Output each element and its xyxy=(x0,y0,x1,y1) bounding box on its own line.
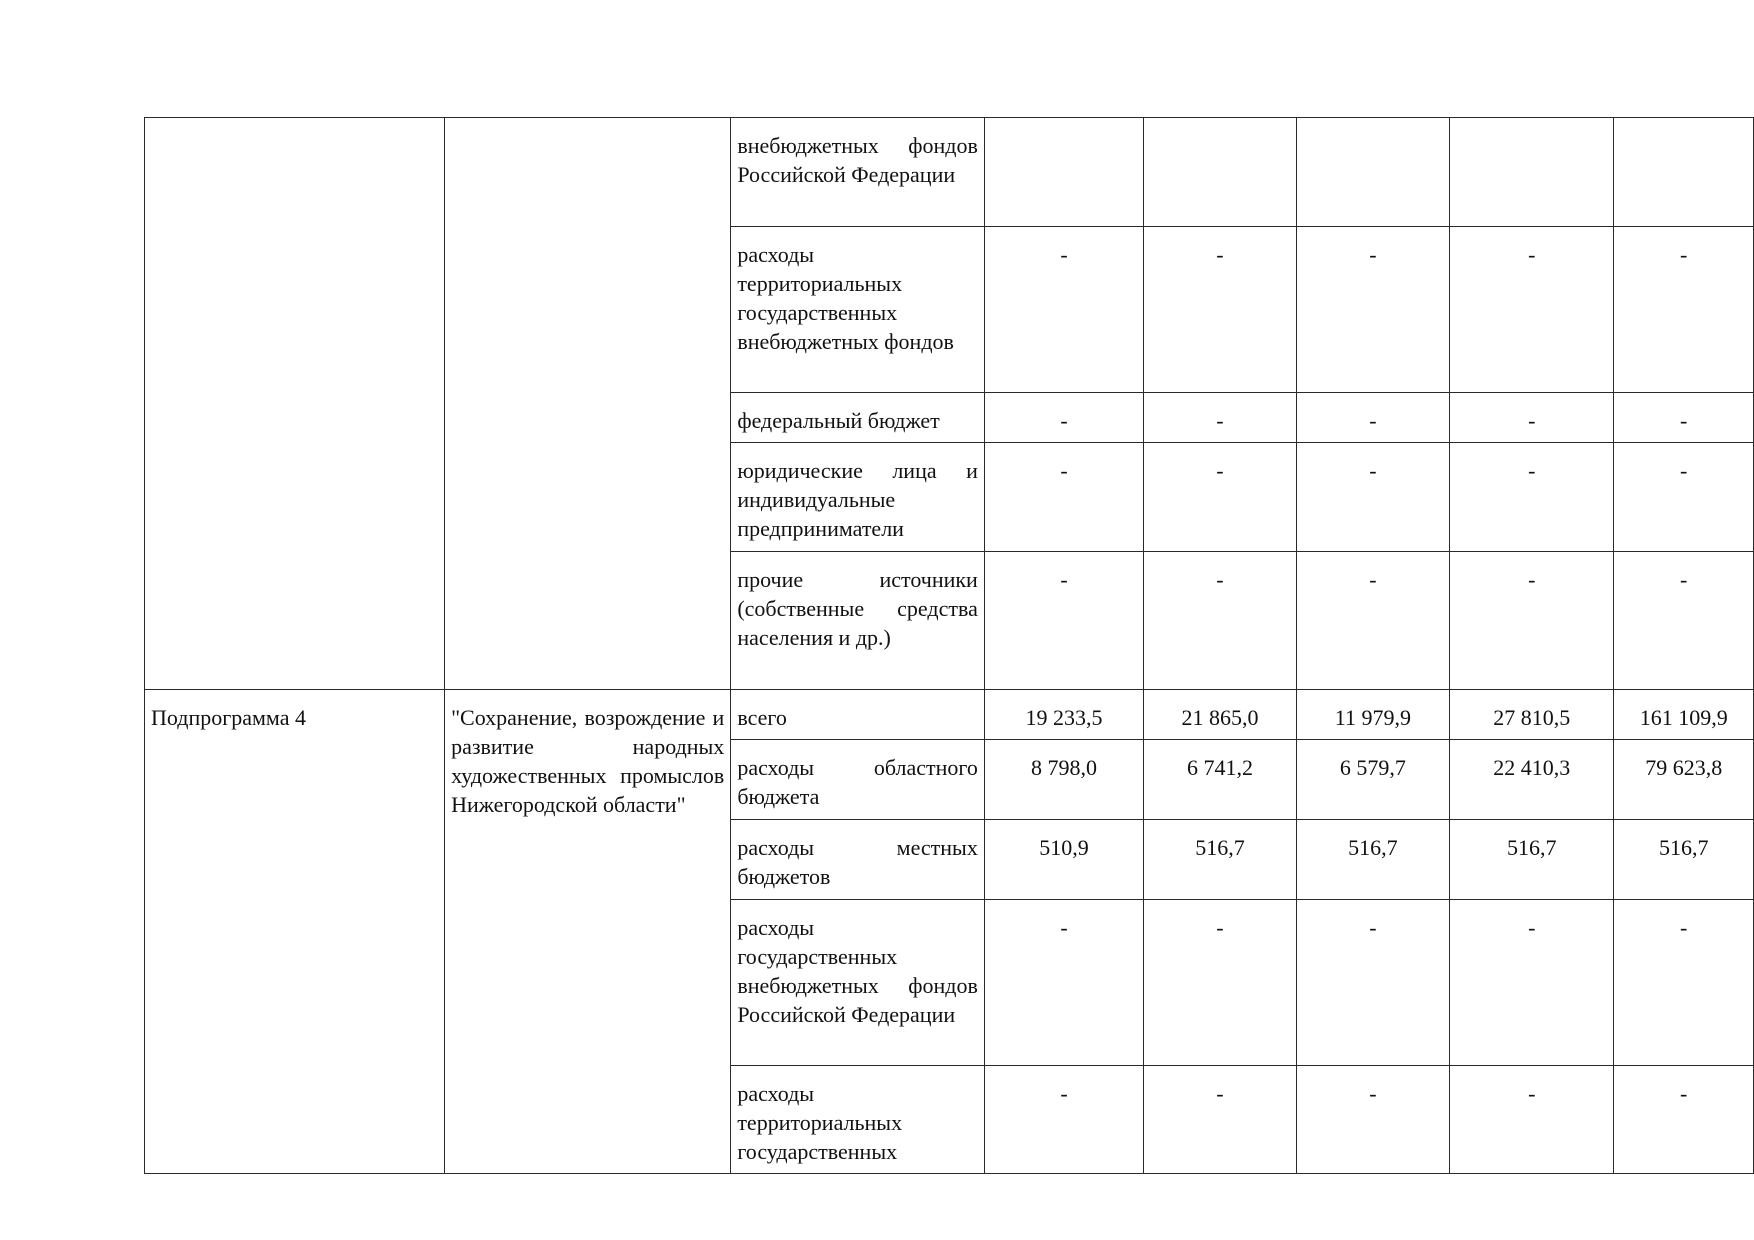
value-cell: - xyxy=(1144,1066,1296,1174)
value-cell: 11 979,9 xyxy=(1296,690,1449,740)
value-cell: - xyxy=(1144,900,1296,1066)
value-cell: - xyxy=(1450,552,1614,690)
value-cell: 516,7 xyxy=(1296,820,1449,900)
program-name-cell xyxy=(445,118,731,690)
value-cell: 79 623,8 xyxy=(1614,740,1754,820)
value-cell: - xyxy=(984,552,1143,690)
program-code-cell xyxy=(145,118,445,690)
value-cell: 516,7 xyxy=(1450,820,1614,900)
value-cell: - xyxy=(984,227,1143,393)
value-cell: - xyxy=(1614,1066,1754,1174)
source-label: внебюджетных фондов Российской Федерации xyxy=(731,118,985,227)
value-cell: - xyxy=(1450,227,1614,393)
value-cell xyxy=(1614,118,1754,227)
value-cell: - xyxy=(1614,900,1754,1066)
value-cell: - xyxy=(1450,900,1614,1066)
value-cell: - xyxy=(1614,443,1754,552)
subprogram-code: Подпрограмма 4 xyxy=(145,690,445,1174)
value-cell: - xyxy=(984,393,1143,443)
value-cell: - xyxy=(984,900,1143,1066)
value-cell xyxy=(1450,118,1614,227)
value-cell: 516,7 xyxy=(1614,820,1754,900)
value-cell: 6 579,7 xyxy=(1296,740,1449,820)
value-cell xyxy=(1144,118,1296,227)
value-cell: 6 741,2 xyxy=(1144,740,1296,820)
source-label: прочие источники (собственные средства населения и др.) xyxy=(731,552,985,690)
value-cell: - xyxy=(1296,1066,1449,1174)
source-label: всего xyxy=(731,690,985,740)
value-cell: - xyxy=(1450,393,1614,443)
source-label: юридические лица и индивидуальные предприниматели xyxy=(731,443,985,552)
source-label: расходы областного бюджета xyxy=(731,740,985,820)
value-cell: - xyxy=(1144,393,1296,443)
value-cell: 19 233,5 xyxy=(984,690,1143,740)
value-cell: - xyxy=(1614,552,1754,690)
source-label: расходы государственных внебюджетных фондов Российской Федерации xyxy=(731,900,985,1066)
value-cell: - xyxy=(984,443,1143,552)
value-cell: - xyxy=(1144,227,1296,393)
source-label: федеральный бюджет xyxy=(731,393,985,443)
value-cell: 22 410,3 xyxy=(1450,740,1614,820)
value-cell: - xyxy=(1450,443,1614,552)
budget-table xyxy=(144,117,1754,1174)
value-cell: - xyxy=(1296,227,1449,393)
value-cell: 27 810,5 xyxy=(1450,690,1614,740)
value-cell: - xyxy=(1296,443,1449,552)
source-label: расходы территориальных государственных внебюджетных фондов xyxy=(731,227,985,393)
value-cell: - xyxy=(1614,393,1754,443)
value-cell: - xyxy=(1296,393,1449,443)
source-label: расходы местных бюджетов xyxy=(731,820,985,900)
value-cell xyxy=(984,118,1143,227)
value-cell: 516,7 xyxy=(1144,820,1296,900)
table-row xyxy=(145,690,1754,740)
value-cell: - xyxy=(1296,552,1449,690)
value-cell xyxy=(1296,118,1449,227)
value-cell: - xyxy=(1144,443,1296,552)
value-cell: 161 109,9 xyxy=(1614,690,1754,740)
value-cell: 8 798,0 xyxy=(984,740,1143,820)
source-label: расходы территориальных государственных xyxy=(731,1066,985,1174)
value-cell: 510,9 xyxy=(984,820,1143,900)
subprogram-name: "Сохранение, возрождение и развитие народных художественных промыслов Нижегородской области" xyxy=(445,690,731,1174)
value-cell: - xyxy=(1296,900,1449,1066)
value-cell: - xyxy=(1614,227,1754,393)
value-cell: - xyxy=(1144,552,1296,690)
value-cell: - xyxy=(984,1066,1143,1174)
value-cell: 21 865,0 xyxy=(1144,690,1296,740)
value-cell: - xyxy=(1450,1066,1614,1174)
table-row xyxy=(145,118,1754,227)
